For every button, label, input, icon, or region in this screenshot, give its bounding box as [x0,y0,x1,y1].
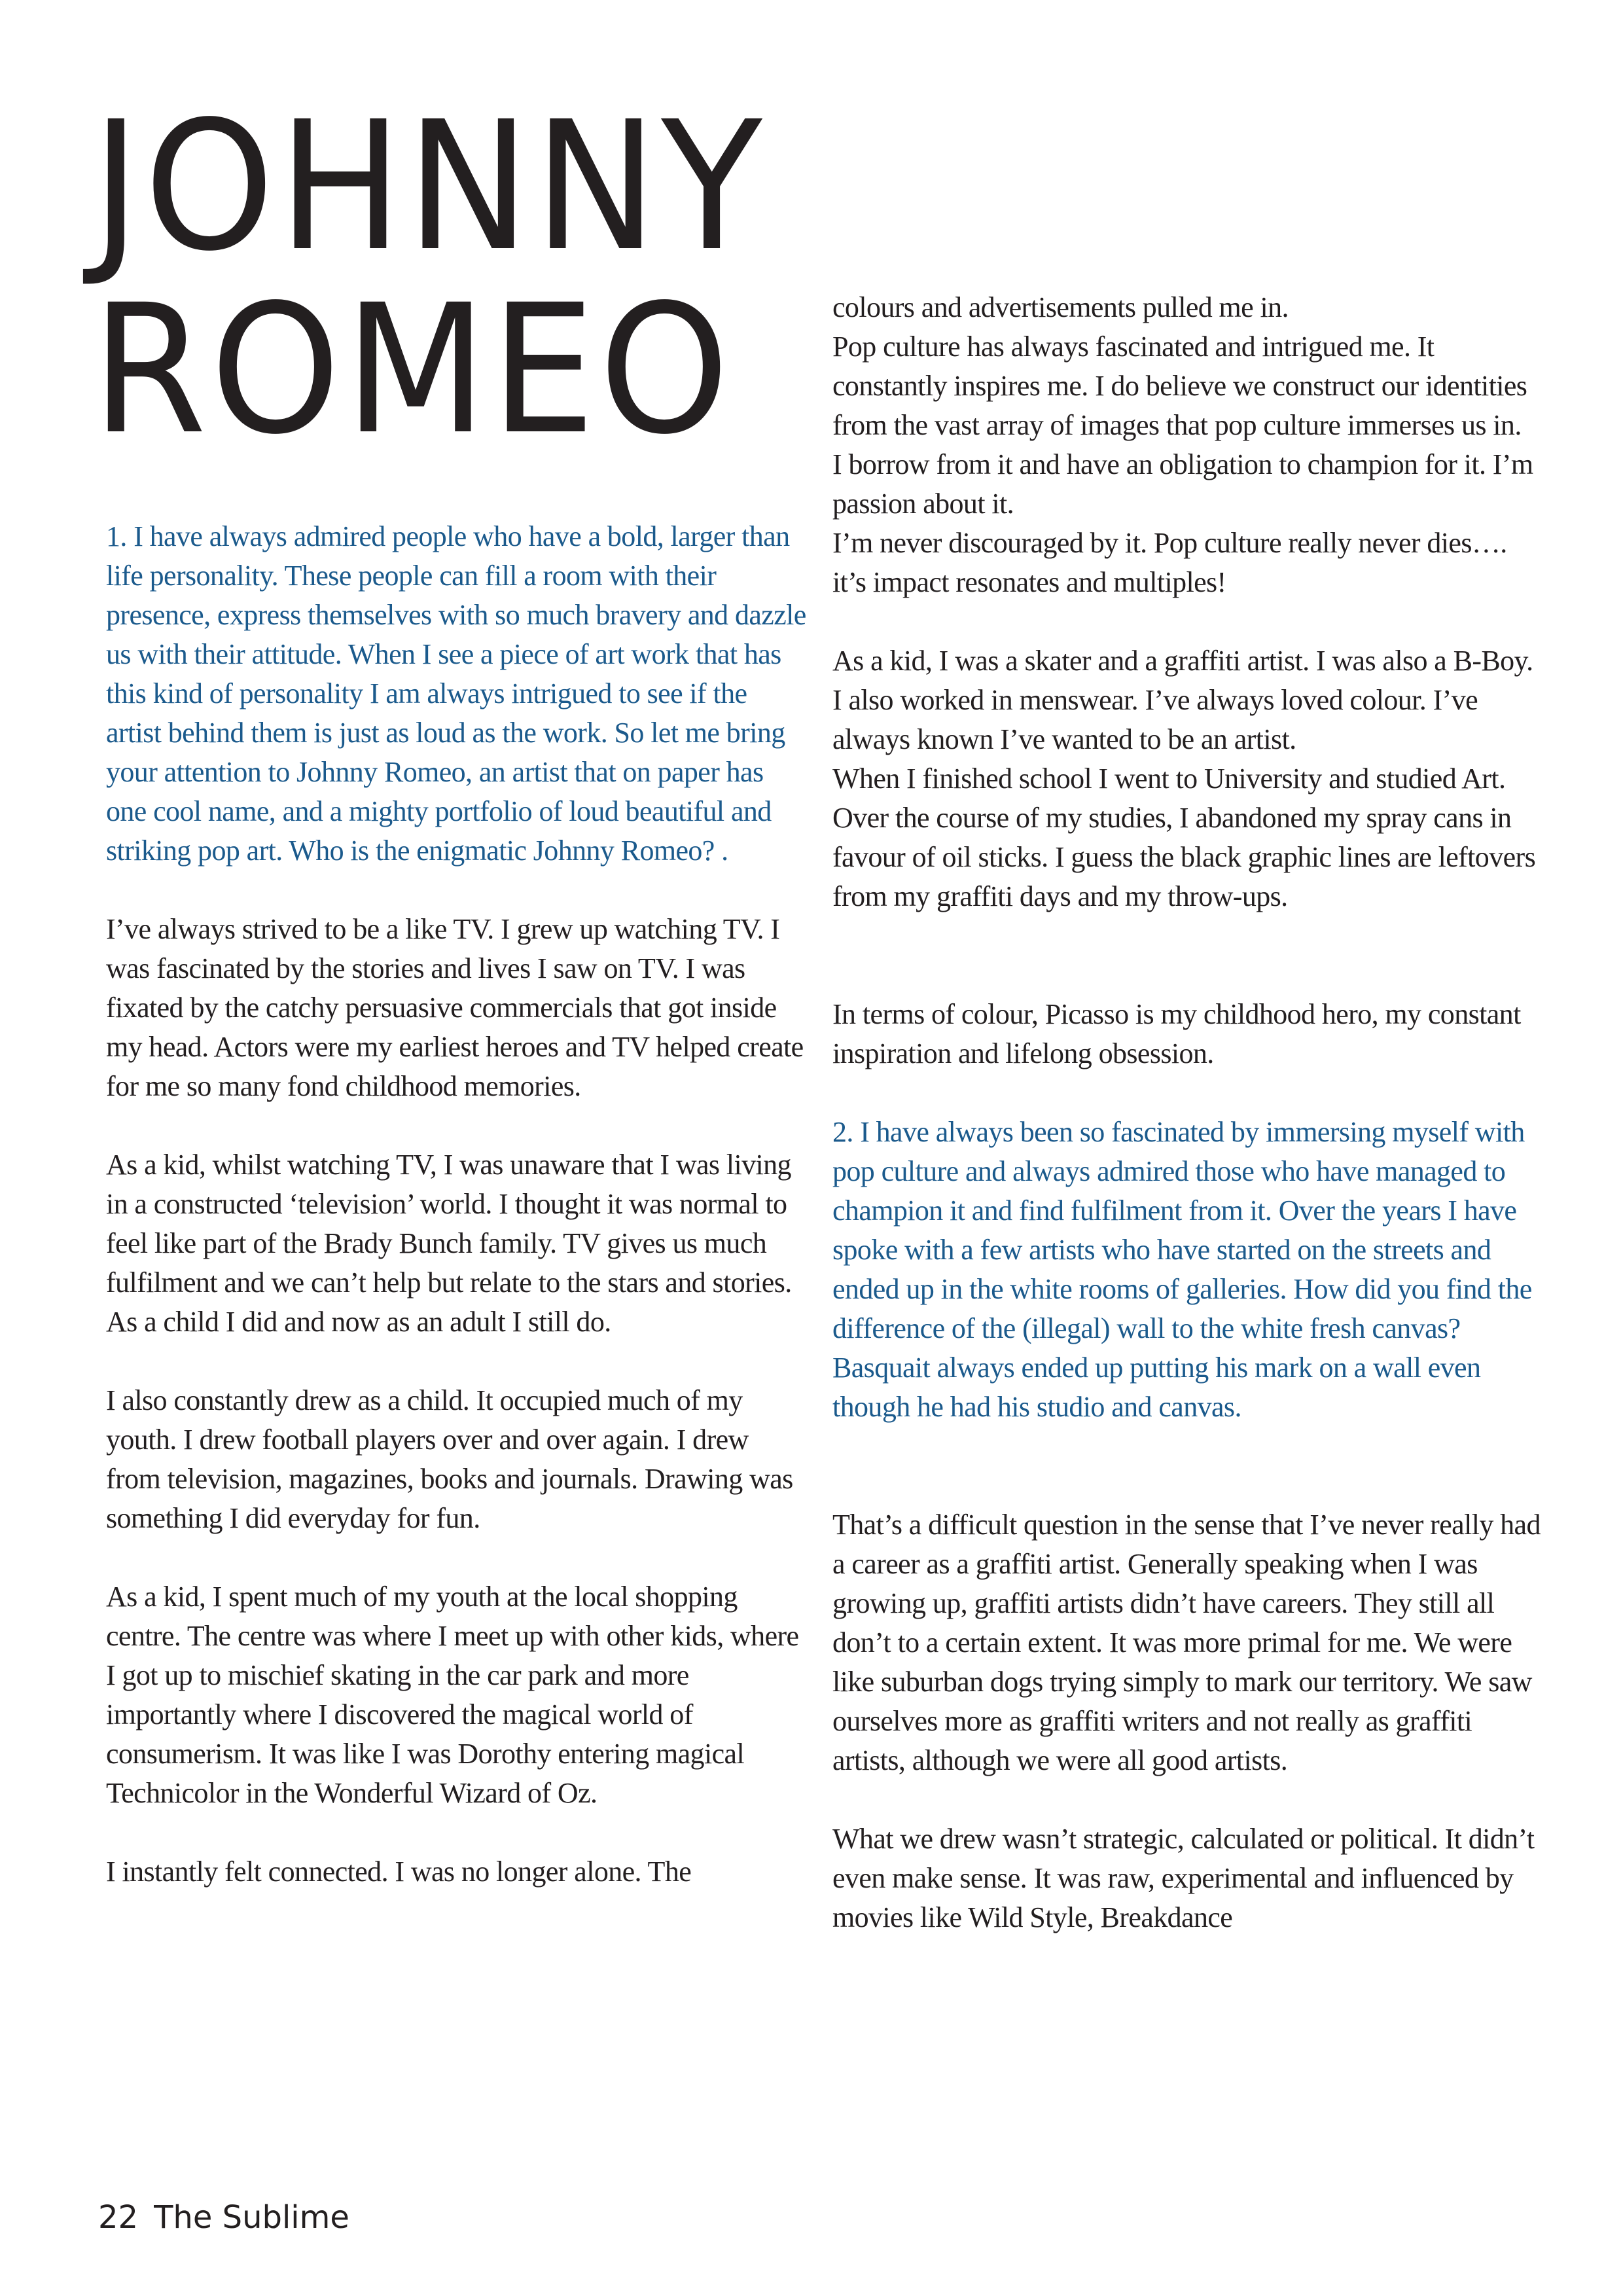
answer-paragraph: I also constantly drew as a child. It occupied much of my youth. I drew football players over and over again. I drew from television, magazines, books and journals. Drawing was something I did everyday for fun. [106,1384,793,1534]
answer-paragraph: I’m never discouraged by it. Pop culture really never dies…. it’s impact resonates and multiples! [832,527,1507,598]
answer-paragraph: What we drew wasn’t strategic, calculated or political. It didn’t even make sense. It was raw, experimental and influenced by movies like Wild Style, Breakdance [832,1823,1535,1933]
answer-paragraph: As a kid, I was a skater and a graffiti artist. I was also a B-Boy. I also worked in menswear. I’ve always loved colour. I’ve always known I’ve wanted to be an artist. [832,645,1533,755]
answer-paragraph: In terms of colour, Picasso is my childhood hero, my constant inspiration and lifelong obsession. [832,998,1521,1069]
answer-paragraph: That’s a difficult question in the sense that I’ve never really had a career as a graffiti artist. Generally speaking when I was growing up, graffiti artists didn’t have careers. They still all don’t to a certain extent. It was more primal for me. We were like suburban dogs trying simply to mark our territory. We saw ourselves more as graffiti writers and not really as graffiti artists, although we were all good artists. [832,1509,1541,1776]
answer-paragraph: colours and advertisements pulled me in. [832,291,1289,323]
question-1: 1. I have always admired people who have a bold, larger than life personality. These people can fill a room with their presence, express themselves with so much bravery and dazzle us with their attitude. When I see a piece of art work that has this kind of personality I am always intrigued to see if the artist behind them is just as loud as the work. So let me bring your attention to Johnny Romeo, an artist that on paper has one cool name, and a mighty portfolio of loud beautiful and striking pop art. Who is the enigmatic Johnny Romeo? . [106,520,806,867]
question-2: 2. I have always been so fascinated by immersing myself with pop culture and always admired those who have managed to champion it and find fulfilment from it. Over the years I have spoke with a few artists who have started on the streets and ended up in the white rooms of galleries. How did you find the difference of the (illegal) wall to the white fresh canvas? Basquait always ended up putting his mark on a wall even though he had his studio and canvas. [832,1116,1532,1423]
answer-paragraph: Pop culture has always fascinated and intrigued me. It constantly inspires me. I do believe we construct our identities from the vast array of images that pop culture immerses us in. [832,331,1527,441]
publication-name: The Sublime [154,2199,349,2236]
page-number: 22 [98,2199,139,2236]
right-column [832,288,1546,1937]
title-line-2: ROMEO [92,267,733,474]
left-column [106,517,806,1892]
answer-paragraph: I instantly felt connected. I was no longer alone. The [106,1856,692,1888]
answer-paragraph: As a kid, I spent much of my youth at the local shopping centre. The centre was where I meet up with other kids, where I got up to mischief skating in the car park and more importantly where I discovered the magical world of consumerism. It was like I was Dorothy entering magical Technicolor in the Wonderful Wizard of Oz. [106,1581,799,1809]
answer-paragraph: I’ve always strived to be a like TV. I grew up watching TV. I was fascinated by the stories and lives I saw on TV. I was fixated by the catchy persuasive commercials that got inside my head. Actors were my earliest heroes and TV helped create for me so many fond childhood memories. [106,913,804,1102]
page-footer [98,2199,349,2236]
answer-paragraph: As a kid, whilst watching TV, I was unaware that I was living in a constructed ‘television’ world. I thought it was normal to feel like part of the Brady Bunch family. TV gives us much fulfilment and we can’t help but relate to the stars and stories. As a child I did and now as an adult I still do. [106,1149,792,1338]
answer-paragraph: When I finished school I went to University and studied Art. Over the course of my studies, I abandoned my spray cans in favour of oil sticks. I guess the black graphic lines are leftovers from my graffiti days and my throw-ups. [832,762,1536,912]
title-line-1: JOHNNY [92,84,766,291]
answer-paragraph: I borrow from it and have an obligation to champion for it. I’m passion about it. [832,448,1533,520]
